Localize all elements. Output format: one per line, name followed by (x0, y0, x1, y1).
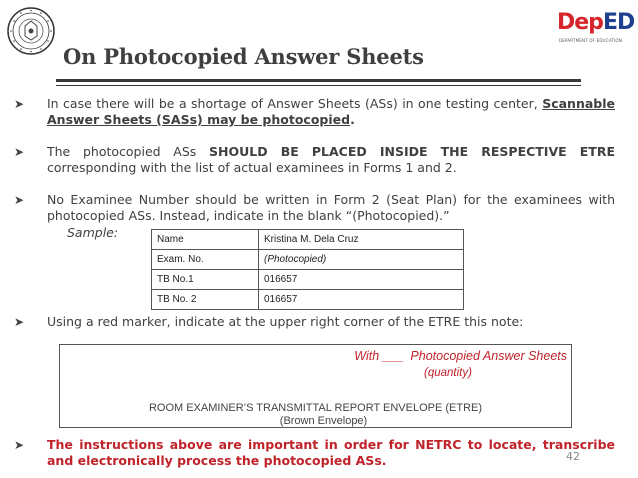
table-cell-label: TB No.1 (152, 270, 259, 290)
title-rule-thin (56, 85, 581, 86)
deped-seal-icon (6, 6, 56, 56)
bullet-2-end: corresponding with the list of actual examinees in Forms 1 and 2. (47, 160, 457, 175)
bullet-2 (47, 144, 615, 176)
bullet-arrow-icon: ➤ (14, 438, 25, 452)
etre-note-box (59, 344, 572, 428)
table-row (152, 270, 464, 290)
bullet-arrow-icon: ➤ (14, 315, 25, 329)
deped-subtitle: DEPARTMENT OF EDUCATION (559, 38, 622, 43)
table-cell-label: Exam. No. (152, 250, 259, 270)
page-number: 42 (566, 450, 580, 463)
bullet-arrow-icon: ➤ (14, 97, 25, 111)
table-cell-label: TB No. 2 (152, 290, 259, 310)
table-cell-value: 016657 (259, 290, 464, 310)
bullet-arrow-icon: ➤ (14, 145, 25, 159)
bullet-1 (47, 96, 615, 128)
table-row (152, 250, 464, 270)
bullet-5: The instructions above are important in order for NETRC to locate, transcribe and electronically process the photocopied ASs. (47, 437, 615, 468)
bullet-1-text: In case there will be a shortage of Answer Sheets (ASs) in one testing center, (47, 96, 543, 111)
deped-wordmark-ed: ED (602, 10, 635, 35)
deped-wordmark (557, 10, 634, 35)
sample-table (151, 229, 464, 310)
note-photocopied-count: With ___ Photocopied Answer Sheets (354, 349, 567, 363)
note-envelope-type: (Brown Envelope) (279, 415, 368, 427)
bullet-1-emphasis: Scannable Answer Sheets (SASs) may be photocopied (47, 96, 615, 127)
bullet-3: No Examinee Number should be written in Form 2 (Seat Plan) for the examinees with photocopied ASs. Instead, indicate in the blank “(Photocopied).” (47, 192, 615, 223)
slide-title: On Photocopied Answer Sheets (63, 44, 424, 69)
bullet-4: Using a red marker, indicate at the upper right corner of the ETRE this note: (47, 314, 524, 329)
table-cell-value: 016657 (259, 270, 464, 290)
table-cell-label: Name (152, 230, 259, 250)
bullet-arrow-icon: ➤ (14, 193, 25, 207)
bullet-2-emphasis: SHOULD BE PLACED INSIDE THE RESPECTIVE ETRE (209, 144, 616, 159)
title-rule-thick (56, 79, 581, 82)
note-etre-title: ROOM EXAMINER’S TRANSMITTAL REPORT ENVELOPE (ETRE) (148, 402, 483, 414)
bullet-1-end: . (350, 112, 355, 127)
table-cell-value: (Photocopied) (259, 250, 464, 270)
table-row (152, 290, 464, 310)
note-quantity-label: (quantity) (424, 367, 472, 379)
table-cell-value: Kristina M. Dela Cruz (259, 230, 464, 250)
sample-label: Sample: (67, 225, 119, 240)
bullet-2-text: The photocopied ASs (47, 144, 210, 159)
table-row (152, 230, 464, 250)
deped-wordmark-dep: Dep (557, 10, 603, 35)
deped-logo (557, 8, 633, 50)
